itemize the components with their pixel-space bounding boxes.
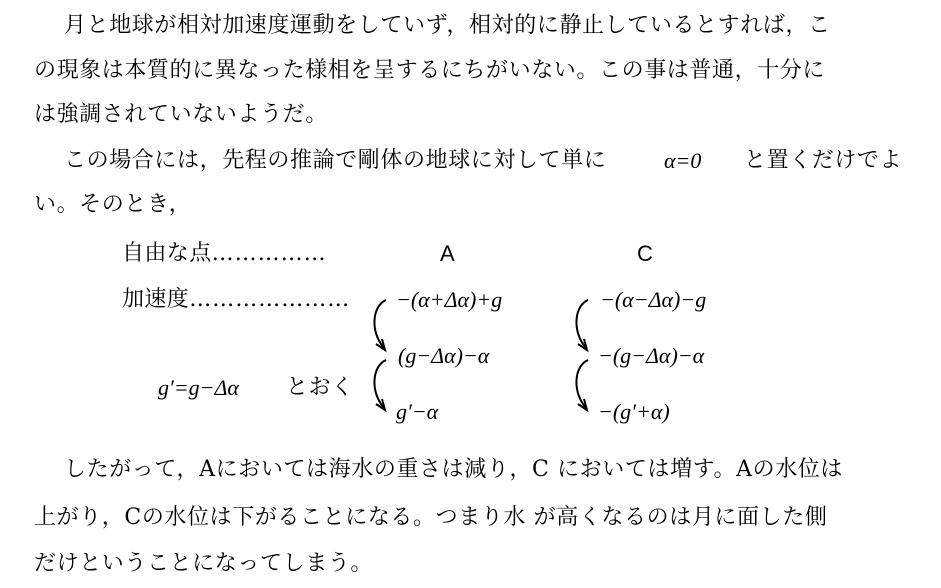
A-expression-2: (g−Δα)−α <box>398 343 490 368</box>
setting-text-toku: とおく <box>286 375 354 400</box>
paragraph-2-line-1b: と置くだけでよ <box>744 148 903 173</box>
paragraph-1-line-1: 月と地球が相対加速度運動をしていず，相対的に静止しているとすれば，こ <box>64 13 831 38</box>
paragraph-2-line-1a: この場合には，先程の推論で剛体の地球に対して単に <box>64 148 607 173</box>
paragraph-3-line-2: 上がり，Cの水位は下がることになる。つまり水 が高くなるのは月に面した側 <box>34 505 828 530</box>
paragraph-3-line-3: だけということになってしまう。 <box>34 551 374 576</box>
C-expression-2: −(g−Δα)−α <box>598 343 705 368</box>
paragraph-2-line-2: い。そのとき， <box>34 192 192 217</box>
curved-arrow-icon <box>568 296 598 358</box>
curved-arrow-icon <box>366 356 396 418</box>
paragraph-1-line-3: は強調されていないようだ。 <box>34 102 328 127</box>
A-expression-3: g′−α <box>396 399 439 424</box>
row-label-acceleration-text: 加速度 <box>122 287 190 312</box>
row-label-free-point-dots: …………… <box>211 241 327 266</box>
paragraph-1-line-2: の現象は本質的に異なった様相を呈するにちがいない。この事は普通，十分に <box>34 58 826 83</box>
row-label-acceleration-dots: ………………… <box>189 287 351 312</box>
C-expression-1: −(α−Δα)−g <box>600 287 707 312</box>
row-label-acceleration <box>122 286 350 314</box>
paragraph-3-line-1: したがって，Aにおいては海水の重さは減り，C においては増す。Aの水位は <box>64 457 844 482</box>
setting-g-prime-formula: g′=g−Δα <box>158 375 239 400</box>
curved-arrow-icon <box>568 356 598 418</box>
row-label-free-point <box>122 240 327 268</box>
C-expression-3: −(g′+α) <box>598 399 670 424</box>
column-header-A: A <box>440 241 455 266</box>
column-header-C: C <box>637 241 653 266</box>
paragraph-2-math-alpha-zero: α=0 <box>664 148 702 173</box>
curved-arrow-icon <box>366 296 396 358</box>
row-label-free-point-text: 自由な点 <box>122 241 212 266</box>
A-expression-1: −(α+Δα)+g <box>396 287 503 312</box>
